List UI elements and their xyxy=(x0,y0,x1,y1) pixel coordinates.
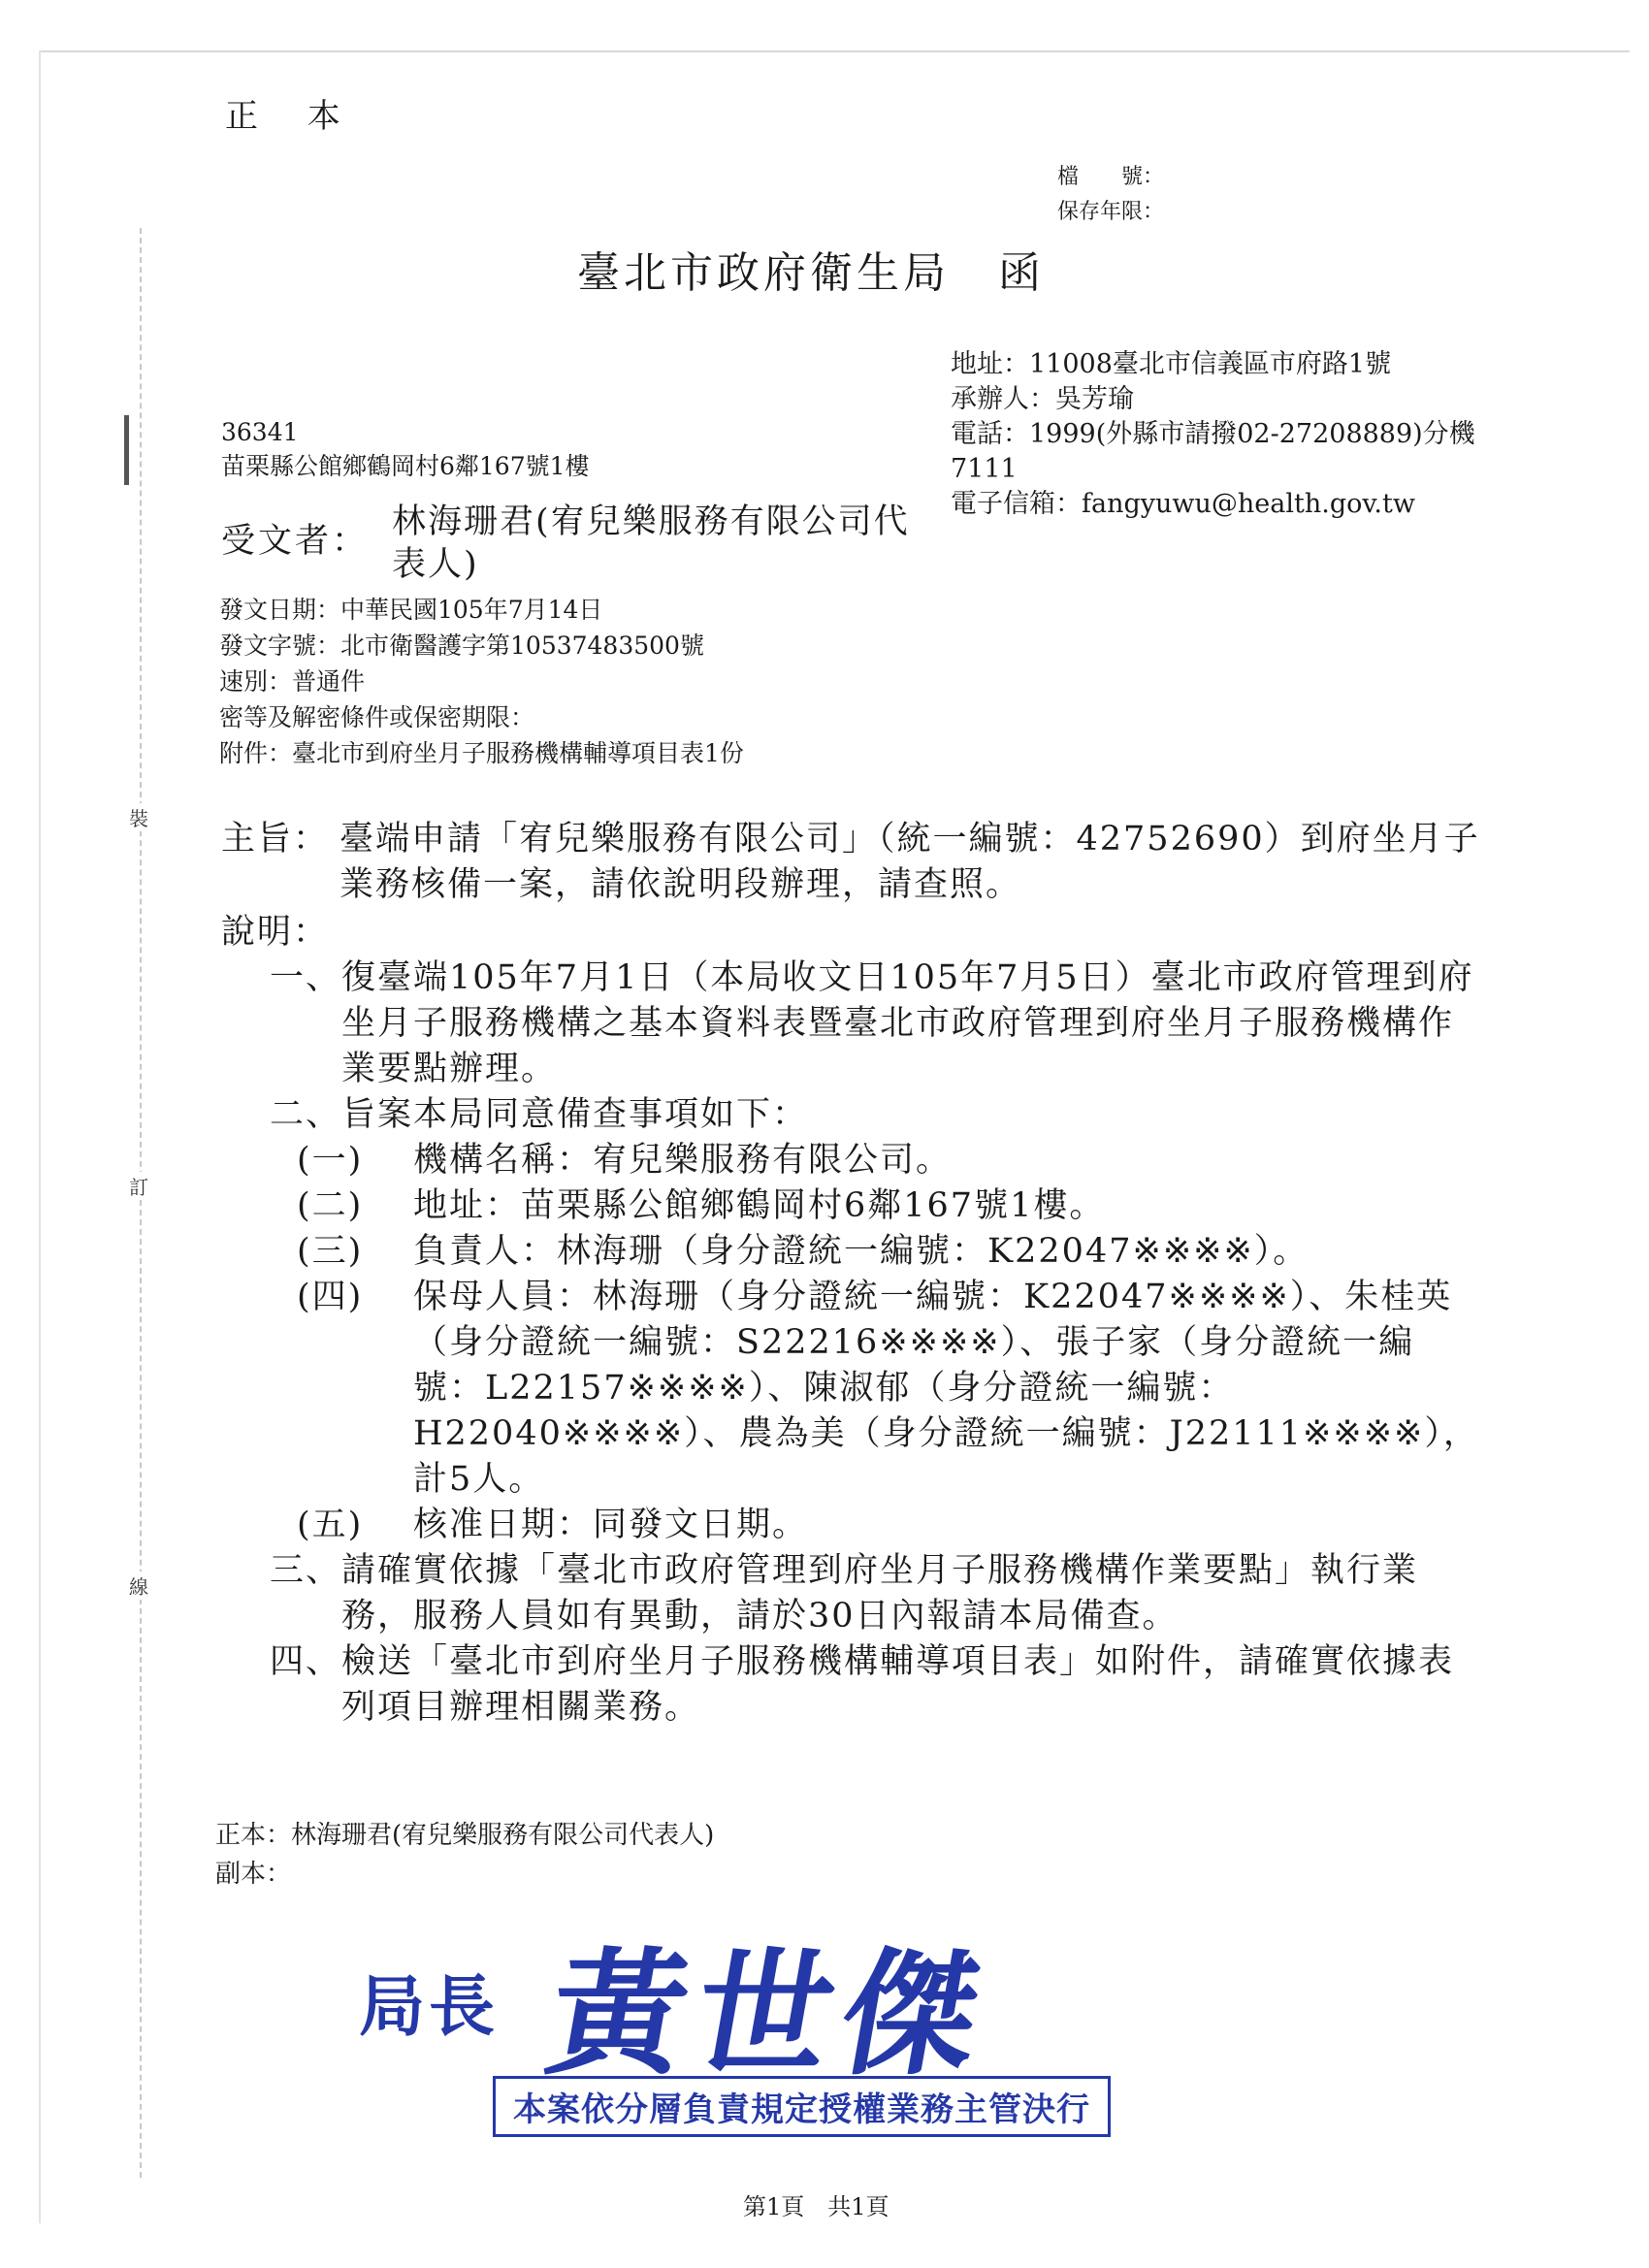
subject-text: 臺端申請「宥兒樂服務有限公司」（統一編號：42752690）到府坐月子業務核備一案，請依說明段辦理，請查照。 xyxy=(340,820,1480,904)
explanation-subitem xyxy=(297,1503,1482,1548)
item-text: 請確實依據「臺北市政府管理到府坐月子服務機構作業要點」執行業務，服務人員如有異動，請於30日內報請本局備查。 xyxy=(341,1551,1419,1636)
postal-code: 36341 xyxy=(221,418,299,446)
subitem-text: 機構名稱：宥兒樂服務有限公司。 xyxy=(413,1141,953,1180)
speed-class: 速別：普通件 xyxy=(219,667,366,696)
original-recipient: 正本：林海珊君(宥兒樂服務有限公司代表人) xyxy=(215,1821,715,1850)
copy-label: 正 本 xyxy=(225,97,360,136)
signatory-title: 局長 xyxy=(359,1968,500,2046)
page-edge-top xyxy=(39,50,1630,52)
agency-name: 臺北市政府衛生局 xyxy=(577,248,950,298)
subject-section xyxy=(221,817,1482,908)
subject-label: 主旨： xyxy=(221,820,330,859)
archive-fields xyxy=(1057,160,1164,230)
subitem-number: (四) xyxy=(297,1278,364,1316)
subitem-text: 保母人員：林海珊（身分證統一編號：K22047※※※※）、朱桂英（身分證統一編號：S22216※※※※）、張子家（身分證統一編號：L22157※※※※）、陳淑郁（身分證統一編號：H22040※※※※）、農為美（身分證統一編號：J22111※※※※），計5人。 xyxy=(413,1278,1479,1499)
retention-label: 保存年限： xyxy=(1057,200,1165,224)
document-meta xyxy=(219,592,744,771)
item-number: 一、 xyxy=(269,958,341,997)
subitem-number: (三) xyxy=(297,1232,364,1271)
attachment: 附件：臺北市到府坐月子服務機構輔導項目表1份 xyxy=(219,739,744,767)
explanation-label: 說明： xyxy=(221,913,330,952)
item-text: 復臺端105年7月1日（本局收文日105年7月5日）臺北市政府管理到府坐月子服務機構之基本資料表暨臺北市政府管理到府坐月子服務機構作業要點辦理。 xyxy=(341,958,1474,1088)
recipient-label: 受文者： xyxy=(221,522,370,561)
explanation-item xyxy=(221,1639,1482,1731)
subitem-text: 核准日期：同發文日期。 xyxy=(413,1506,809,1544)
secrecy-level: 密等及解密條件或保密期限： xyxy=(219,703,535,731)
explanation-item xyxy=(221,956,1482,1092)
item-number: 二、 xyxy=(269,1095,341,1134)
document-number: 發文字號：北市衛醫護字第10537483500號 xyxy=(219,632,704,660)
subitem-text: 地址：苗栗縣公館鄉鶴岡村6鄰167號1樓。 xyxy=(413,1186,1106,1225)
page-edge-left xyxy=(39,50,41,2223)
subitem-text: 負責人：林海珊（身分證統一編號：K22047※※※※）。 xyxy=(413,1232,1310,1271)
binding-line xyxy=(140,228,142,2178)
binding-tick xyxy=(124,415,129,485)
subitem-number: (一) xyxy=(297,1141,364,1180)
issue-date: 發文日期：中華民國105年7月14日 xyxy=(219,596,603,624)
recipient-address: 苗栗縣公館鄉鶴岡村6鄰167號1樓 xyxy=(221,452,590,480)
signature-block xyxy=(359,1906,1135,2094)
file-number-label: 檔 號： xyxy=(1057,165,1165,189)
item-text: 檢送「臺北市到府坐月子服務機構輔導項目表」如附件，請確實依據表列項目辦理相關業務。 xyxy=(341,1642,1455,1727)
signatory-signature: 黃世傑 xyxy=(536,1936,1002,2094)
explanation-subitem xyxy=(297,1229,1482,1275)
recipient-name: 林海珊君(宥兒樂服務有限公司代表人) xyxy=(392,502,910,584)
subitem-number: (二) xyxy=(297,1186,364,1225)
document-title xyxy=(577,238,1045,300)
recipient-address-block xyxy=(221,415,590,483)
explanation-item xyxy=(221,1548,1482,1639)
sender-address: 地址：11008臺北市信義區市府路1號 xyxy=(951,349,1392,379)
item-number: 三、 xyxy=(269,1551,341,1590)
subitem-number: (五) xyxy=(297,1506,364,1544)
authorization-stamp: 本案依分層負責規定授權業務主管決行 xyxy=(493,2076,1111,2137)
page-number: 第1頁 共1頁 xyxy=(743,2193,889,2220)
item-number: 四、 xyxy=(269,1642,341,1681)
sender-phone: 電話：1999(外縣市請撥02-27208889)分機7111 xyxy=(951,419,1475,484)
copy-recipient: 副本： xyxy=(215,1860,292,1889)
explanation-subitem xyxy=(297,1138,1482,1183)
sender-email: 電子信箱：fangyuwu@health.gov.tw xyxy=(951,489,1415,519)
binding-mark-middle: 訂 xyxy=(124,1172,153,1200)
recipient xyxy=(221,501,939,586)
sender-info xyxy=(951,347,1494,522)
binding-mark-bottom: 線 xyxy=(124,1571,153,1600)
sender-contact: 承辦人：吳芳瑜 xyxy=(951,384,1134,414)
explanation-subitem xyxy=(297,1183,1482,1229)
item-text: 旨案本局同意備查事項如下： xyxy=(341,1095,809,1134)
binding-mark-top: 裝 xyxy=(124,803,153,831)
explanation-subitem xyxy=(297,1275,1482,1503)
explanation-item xyxy=(221,1092,1482,1138)
document-type: 函 xyxy=(998,248,1045,298)
document-body xyxy=(221,817,1482,1731)
distribution-list xyxy=(215,1816,714,1894)
